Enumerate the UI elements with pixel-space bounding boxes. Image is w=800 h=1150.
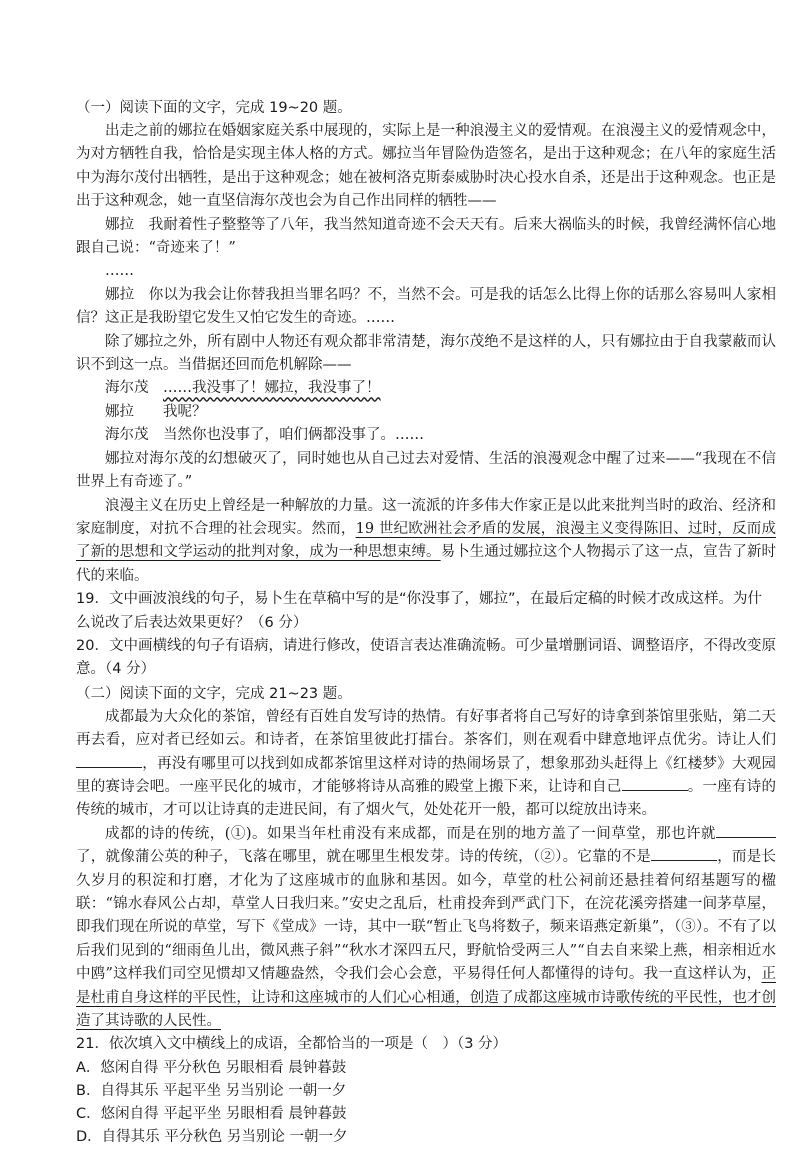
underlined-sentence: 19 世纪欧洲社会矛盾的发展，浪漫主义变得陈旧、过时，反而成了新的思想和文学运动的批判对象，成为一种思想束缚。 (76, 520, 776, 561)
passage-paragraph: 出走之前的娜拉在婚姻家庭关系中展现的，实际上是一种浪漫主义的爱情观。在浪漫主义的爱情观念中，为对方牺牲自我，恰恰是实现主体人格的方式。娜拉当年冒险伪造签名，是出于这种观念；在八年的家庭生活中为海尔茂付出牺牲，是出于这种观念；她在被柯洛克斯泰威胁时决心投水自杀，还是出于这种观念。也正是出于这种观念，她一直坚信海尔茂也会为自己作出同样的牺牲—— (76, 123, 776, 210)
option-a[interactable]: A．悠闲自得 平分秋色 另眼相看 晨钟暮鼓 (76, 1059, 347, 1076)
fill-blank[interactable] (622, 776, 688, 791)
speaker-name: 海尔茂 (105, 380, 163, 397)
paragraph-text: 。一座有诗的传统的城市，才可以让诗真的走进民间，有了烟火气，处处花开一般，都可以绽放出诗来。 (76, 778, 776, 819)
dialogue-line: 娜拉 我耐着性子整整等了八年，我当然知道奇迹不会天天有。后来大祸临头的时候，我曾经满怀信心地跟自己说：“奇迹来了！” (76, 216, 776, 257)
dialogue-line (76, 377, 776, 400)
passage-paragraph (76, 823, 776, 1034)
paragraph-text: 易卜生通过娜拉这个人物揭示了这一点，宣告了新时代的来临。 (76, 544, 777, 584)
question-19: 19．文中画波浪线的句子，易卜生在草稿中写的是“你没事了，娜拉”，在最后定稿的时候才改成这样。为什么说改了后表达效果更好？（6 分） (76, 591, 762, 631)
underlined-sentence: 正是杜甫自身这样的平民性，让诗和这座城市的人们心心相通，创造了成都这座城市诗歌传统的平民性，也才创造了其诗歌的人民性。 (76, 966, 776, 1030)
passage-paragraph (76, 706, 776, 823)
paragraph-text: 成都的诗的传统，(①)。如果当年杜甫没有来成都，而是在别的地方盖了一间草堂，那也许就 (105, 825, 716, 842)
paragraph-text: ，再没有哪里可以找到如成都茶馆里这样对诗的热闹场景了，想象那劲头赶得上《红楼梦》大观园里的赛诗会吧。一座平民化的城市，才能够将诗从高雅的殿堂上搬下来，让诗和自己 (76, 755, 776, 795)
passage-paragraph: 除了娜拉之外，所有剧中人物还有观众都非常清楚，海尔茂绝不是这样的人，只有娜拉由于自我蒙蔽而认识不到这一点。当借据还回而危机解除—— (76, 333, 776, 374)
fill-blank[interactable] (716, 823, 776, 838)
section-two-header: （二）阅读下面的文字，完成 21~23 题。 (76, 685, 352, 702)
section-one (76, 96, 776, 1150)
dialogue-line: 娜拉 我呢？ (105, 403, 207, 420)
section-one-header: （一）阅读下面的文字，完成 19~20 题。 (76, 100, 352, 116)
paragraph-text: 浪漫主义在历史上曾经是一种解放的力量。这一流派的许多伟大作家正是以此来批判当时的政治、经济和家庭制度，对抗不合理的社会现实。然而， (76, 497, 776, 537)
option-b[interactable]: B．自得其乐 平起平坐 另当别论 一朝一夕 (76, 1083, 347, 1100)
option-d[interactable]: D．自得其乐 平分秋色 另当别论 一朝一夕 (76, 1129, 348, 1146)
paragraph-text: ，而是长久岁月的积淀和打磨，才化为了这座城市的血脉和基因。如今，草堂的杜公祠前还悬挂着何绍基题写的楹联：“锦水春风公占却，草堂人日我归来。”安史之乱后，杜甫投奔到严武门下，在浣花溪旁搭建一间茅草屋，即我们现在所说的草堂，写下《堂成》一诗，其中一联“暂止飞鸟将数子，频来语燕定新巢”，（③）。不有了以后我们见到的“细雨鱼儿出，微风燕子斜”“秋水才深四五尺，野航恰受两三人”“自去自来梁上燕，相亲相近水中鸥”这样我们司空见惯却又情趣盎然，令我们会心会意，平易得任何人都懂得的诗句。我一直这样认为， (76, 849, 777, 983)
paragraph-text: 成都最为大众化的茶馆，曾经有百姓自发写诗的热情。有好事者将自己写好的诗拿到茶馆里张贴，第二天再去看，应对者已经如云。和诗者，在茶馆里彼此打擂台。茶客们，则在观看中肆意地评点优劣。诗让人们 (76, 708, 776, 749)
paragraph-text: 了，就像蒲公英的种子，飞落在哪里，就在哪里生根发芽。诗的传统，（②）。它靠的不是 (76, 849, 652, 866)
passage-paragraph: 娜拉对海尔茂的幻想破灭了，同时她也从自己过去对爱情、生活的浪漫观念中醒了过来——“我现在不信世界上有奇迹了。” (76, 450, 776, 491)
question-20: 20．文中画横线的句子有语病，请进行修改，使语言表达准确流畅。可少量增删词语、调整语序，不得改变原意。（4 分） (76, 637, 776, 678)
ellipsis-line: …… (105, 263, 134, 280)
passage-paragraph (76, 495, 776, 589)
fill-blank[interactable] (651, 846, 717, 861)
option-c[interactable]: C．悠闲自得 平起平坐 另眼相看 晨钟暮鼓 (76, 1106, 347, 1123)
wavy-underlined-sentence: ……我没事了！娜拉，我没事了！ (163, 380, 381, 397)
question-21-stem: 21．依次填入文中横线上的成语，全都恰当的一项是（ ）（3 分） (76, 1036, 508, 1053)
fill-blank[interactable] (76, 753, 142, 768)
dialogue-line: 海尔茂 当然你也没事了，咱们俩都没事了。…… (105, 427, 424, 444)
dialogue-line: 娜拉 你以为我会让你替我担当罪名吗？不，当然不会。可是我的话怎么比得上你的话那么容易叫人家相信？这正是我盼望它发生又怕它发生的奇迹。…… (76, 286, 776, 327)
